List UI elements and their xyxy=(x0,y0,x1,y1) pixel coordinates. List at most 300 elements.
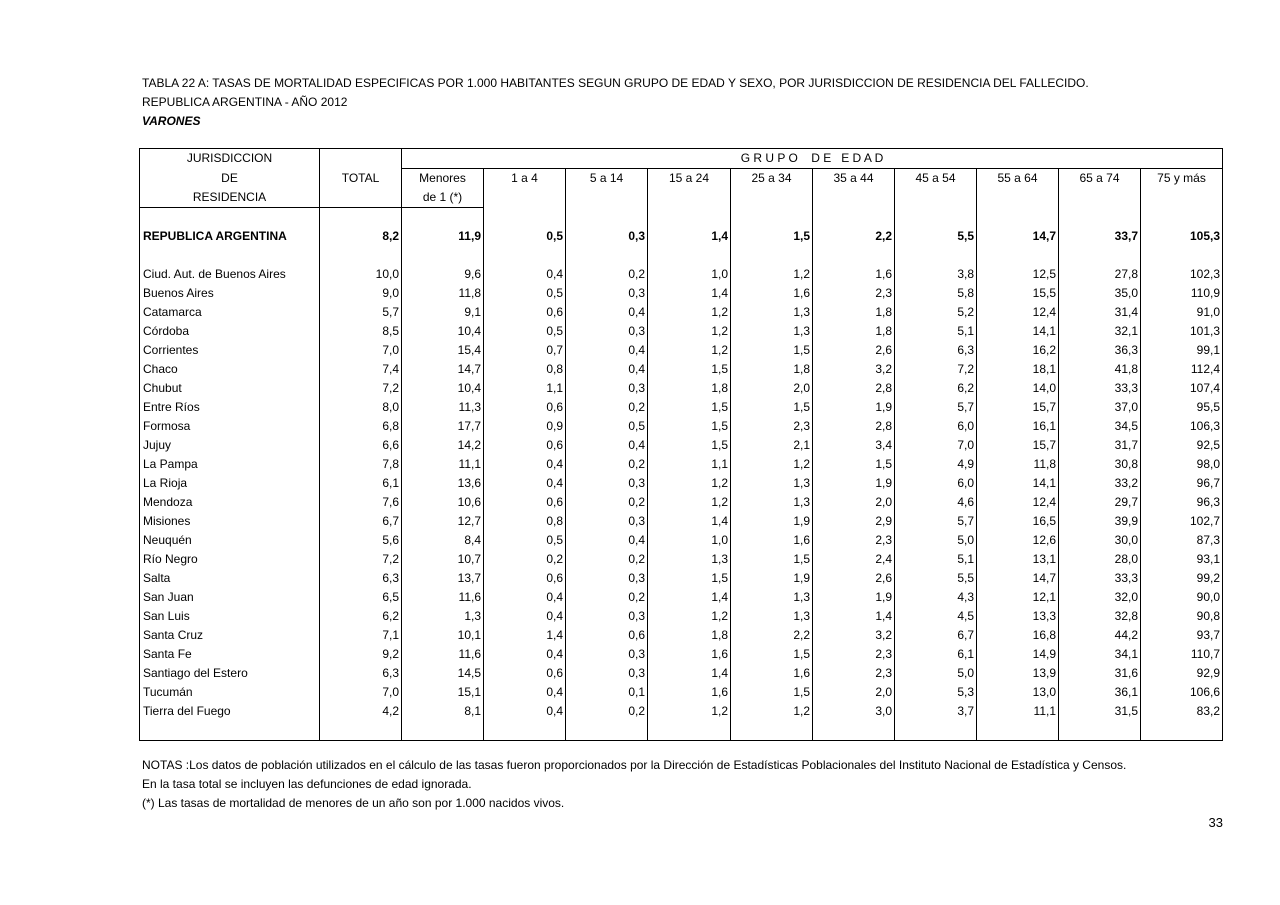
row-value-cell: 1,4 xyxy=(648,512,731,531)
table-row xyxy=(140,683,1223,702)
row-value-cell: 2,3 xyxy=(813,664,895,683)
notes-block xyxy=(142,756,1126,813)
row-value-cell: 1,5 xyxy=(731,341,813,360)
row-value-cell: 0,4 xyxy=(484,683,566,702)
row-value-cell: 99,1 xyxy=(1141,341,1223,360)
row-value-cell: 1,5 xyxy=(648,360,731,379)
row-value-cell: 44,2 xyxy=(1059,626,1141,645)
row-value-cell: 1,8 xyxy=(648,626,731,645)
row-value-cell: 16,1 xyxy=(977,417,1059,436)
row-value-cell: 7,2 xyxy=(895,360,977,379)
spacer-cell xyxy=(140,208,320,228)
row-value-cell: 1,3 xyxy=(402,607,484,626)
row-value-cell: 11,8 xyxy=(402,284,484,303)
row-value-cell: 1,5 xyxy=(731,683,813,702)
row-value-cell: 1,6 xyxy=(648,645,731,664)
row-value-cell: 6,1 xyxy=(320,474,402,493)
row-value-cell: 6,6 xyxy=(320,436,402,455)
row-jurisdiction-name: Córdoba xyxy=(140,322,320,341)
header-menores-line2: de 1 (*) xyxy=(402,188,484,208)
row-jurisdiction-name: Chaco xyxy=(140,360,320,379)
row-value-cell: 41,8 xyxy=(1059,360,1141,379)
row-jurisdiction-name: REPUBLICA ARGENTINA xyxy=(140,227,320,246)
row-value-cell: 106,3 xyxy=(1141,417,1223,436)
header-age-5-14: 5 a 14 xyxy=(566,169,648,208)
header-age-75-plus: 75 y más xyxy=(1141,169,1223,208)
spacer-cell xyxy=(977,208,1059,228)
table-row xyxy=(140,607,1223,626)
header-total-bottom xyxy=(320,188,402,208)
row-value-cell: 1,9 xyxy=(813,588,895,607)
spacer-cell xyxy=(484,246,566,265)
row-value-cell: 5,5 xyxy=(895,569,977,588)
row-value-cell: 2,9 xyxy=(813,512,895,531)
spacer-cell xyxy=(813,246,895,265)
row-value-cell: 11,6 xyxy=(402,588,484,607)
note-total: En la tasa total se incluyen las defunciones de edad ignorada. xyxy=(142,777,472,791)
table-row xyxy=(140,493,1223,512)
table-row xyxy=(140,284,1223,303)
header-total-top xyxy=(320,149,402,169)
header-age-35-44: 35 a 44 xyxy=(813,169,895,208)
row-jurisdiction-name: Misiones xyxy=(140,512,320,531)
row-value-cell: 0,4 xyxy=(484,588,566,607)
row-value-cell: 33,3 xyxy=(1059,379,1141,398)
row-value-cell: 6,3 xyxy=(320,664,402,683)
table-row xyxy=(140,474,1223,493)
row-value-cell: 0,8 xyxy=(484,360,566,379)
header-row-2 xyxy=(140,169,1223,189)
row-value-cell: 11,8 xyxy=(977,455,1059,474)
row-value-cell: 35,0 xyxy=(1059,284,1141,303)
row-value-cell: 29,7 xyxy=(1059,493,1141,512)
row-jurisdiction-name: Tucumán xyxy=(140,683,320,702)
row-value-cell: 1,6 xyxy=(731,664,813,683)
row-value-cell: 99,2 xyxy=(1141,569,1223,588)
spacer-cell xyxy=(1141,208,1223,228)
row-jurisdiction-name: Jujuy xyxy=(140,436,320,455)
row-jurisdiction-name: Salta xyxy=(140,569,320,588)
row-value-cell: 17,7 xyxy=(402,417,484,436)
row-value-cell: 1,0 xyxy=(648,265,731,284)
row-value-cell: 1,2 xyxy=(648,303,731,322)
row-value-cell: 6,0 xyxy=(895,417,977,436)
row-value-cell: 2,0 xyxy=(813,493,895,512)
row-value-cell: 5,1 xyxy=(895,550,977,569)
row-value-cell: 0,3 xyxy=(566,284,648,303)
row-value-cell: 0,2 xyxy=(566,455,648,474)
table-row xyxy=(140,398,1223,417)
table-subtitle-country-year: REPUBLICA ARGENTINA - AÑO 2012 xyxy=(142,95,348,109)
row-value-cell: 0,2 xyxy=(566,550,648,569)
row-value-cell: 6,7 xyxy=(895,626,977,645)
row-value-cell: 8,0 xyxy=(320,398,402,417)
row-value-cell: 5,0 xyxy=(895,531,977,550)
row-value-cell: 1,4 xyxy=(648,284,731,303)
title-block xyxy=(142,74,1089,131)
row-value-cell: 6,5 xyxy=(320,588,402,607)
row-value-cell: 1,9 xyxy=(813,398,895,417)
row-value-cell: 1,2 xyxy=(648,474,731,493)
row-value-cell: 6,8 xyxy=(320,417,402,436)
row-jurisdiction-name: San Juan xyxy=(140,588,320,607)
row-value-cell: 5,2 xyxy=(895,303,977,322)
row-value-cell: 14,1 xyxy=(977,474,1059,493)
row-value-cell: 0,4 xyxy=(484,474,566,493)
spacer-cell xyxy=(731,208,813,228)
row-value-cell: 14,9 xyxy=(977,645,1059,664)
row-value-cell: 14,0 xyxy=(977,379,1059,398)
row-value-cell: 7,6 xyxy=(320,493,402,512)
row-value-cell: 0,4 xyxy=(484,455,566,474)
row-value-cell: 33,3 xyxy=(1059,569,1141,588)
row-value-cell: 0,4 xyxy=(566,436,648,455)
row-value-cell: 10,4 xyxy=(402,379,484,398)
row-value-cell: 32,0 xyxy=(1059,588,1141,607)
row-value-cell: 5,3 xyxy=(895,683,977,702)
row-value-cell: 14,7 xyxy=(402,360,484,379)
row-value-cell: 7,1 xyxy=(320,626,402,645)
row-value-cell: 1,8 xyxy=(813,322,895,341)
spacer-row xyxy=(140,208,1223,228)
row-value-cell: 36,1 xyxy=(1059,683,1141,702)
row-value-cell: 1,5 xyxy=(731,398,813,417)
row-value-cell: 34,5 xyxy=(1059,417,1141,436)
row-value-cell: 1,3 xyxy=(731,474,813,493)
row-value-cell: 2,0 xyxy=(813,683,895,702)
row-value-cell: 3,4 xyxy=(813,436,895,455)
row-value-cell: 0,5 xyxy=(484,227,566,246)
row-value-cell: 6,1 xyxy=(895,645,977,664)
row-value-cell: 13,6 xyxy=(402,474,484,493)
row-value-cell: 1,5 xyxy=(731,645,813,664)
row-value-cell: 0,8 xyxy=(484,512,566,531)
row-value-cell: 9,6 xyxy=(402,265,484,284)
table-row xyxy=(140,303,1223,322)
row-value-cell: 39,9 xyxy=(1059,512,1141,531)
row-value-cell: 0,3 xyxy=(566,645,648,664)
row-value-cell: 8,2 xyxy=(320,227,402,246)
row-value-cell: 92,5 xyxy=(1141,436,1223,455)
spacer-cell xyxy=(1141,246,1223,265)
row-value-cell: 2,4 xyxy=(813,550,895,569)
row-value-cell: 0,5 xyxy=(484,322,566,341)
row-value-cell: 1,4 xyxy=(648,227,731,246)
header-age-25-34: 25 a 34 xyxy=(731,169,813,208)
row-value-cell: 0,5 xyxy=(484,531,566,550)
row-value-cell: 2,8 xyxy=(813,379,895,398)
row-value-cell: 0,2 xyxy=(566,493,648,512)
row-value-cell: 0,2 xyxy=(566,398,648,417)
spacer-cell xyxy=(648,246,731,265)
row-value-cell: 15,4 xyxy=(402,341,484,360)
row-value-cell: 0,4 xyxy=(566,360,648,379)
row-value-cell: 8,1 xyxy=(402,702,484,721)
row-jurisdiction-name: Catamarca xyxy=(140,303,320,322)
row-value-cell: 14,2 xyxy=(402,436,484,455)
row-value-cell: 2,3 xyxy=(813,284,895,303)
row-value-cell: 0,3 xyxy=(566,664,648,683)
spacer-cell xyxy=(140,721,320,741)
spacer-cell xyxy=(813,208,895,228)
row-value-cell: 5,0 xyxy=(895,664,977,683)
row-value-cell: 36,3 xyxy=(1059,341,1141,360)
row-jurisdiction-name: Buenos Aires xyxy=(140,284,320,303)
row-value-cell: 31,5 xyxy=(1059,702,1141,721)
row-value-cell: 3,0 xyxy=(813,702,895,721)
row-value-cell: 1,9 xyxy=(731,512,813,531)
spacer-cell xyxy=(566,246,648,265)
table-row xyxy=(140,550,1223,569)
table-row xyxy=(140,455,1223,474)
note-source: NOTAS :Los datos de población utilizados en el cálculo de las tasas fueron proporcionados por la Dirección de Estadísticas Poblacionales del Instituto Nacional de Estadística y Censos. xyxy=(142,758,1127,772)
row-value-cell: 10,7 xyxy=(402,550,484,569)
row-value-cell: 0,6 xyxy=(484,303,566,322)
row-value-cell: 1,8 xyxy=(648,379,731,398)
row-value-cell: 1,5 xyxy=(648,398,731,417)
row-jurisdiction-name: Santa Cruz xyxy=(140,626,320,645)
row-value-cell: 8,4 xyxy=(402,531,484,550)
row-value-cell: 1,9 xyxy=(813,474,895,493)
row-value-cell: 14,7 xyxy=(977,569,1059,588)
row-value-cell: 93,7 xyxy=(1141,626,1223,645)
row-value-cell: 5,7 xyxy=(895,512,977,531)
row-value-cell: 0,6 xyxy=(484,436,566,455)
row-value-cell: 3,2 xyxy=(813,626,895,645)
row-value-cell: 1,2 xyxy=(648,702,731,721)
spacer-cell xyxy=(977,721,1059,741)
row-value-cell: 6,7 xyxy=(320,512,402,531)
header-jurisdiccion-line2: DE xyxy=(140,169,320,189)
row-value-cell: 13,1 xyxy=(977,550,1059,569)
spacer-cell xyxy=(320,246,402,265)
row-value-cell: 5,7 xyxy=(320,303,402,322)
row-jurisdiction-name: Entre Ríos xyxy=(140,398,320,417)
row-value-cell: 0,6 xyxy=(484,398,566,417)
row-jurisdiction-name: Mendoza xyxy=(140,493,320,512)
row-value-cell: 83,2 xyxy=(1141,702,1223,721)
spacer-cell xyxy=(320,721,402,741)
row-value-cell: 12,4 xyxy=(977,493,1059,512)
row-value-cell: 1,5 xyxy=(648,569,731,588)
row-value-cell: 15,5 xyxy=(977,284,1059,303)
row-value-cell: 16,2 xyxy=(977,341,1059,360)
row-value-cell: 1,1 xyxy=(648,455,731,474)
row-value-cell: 9,2 xyxy=(320,645,402,664)
row-value-cell: 31,4 xyxy=(1059,303,1141,322)
row-value-cell: 1,4 xyxy=(648,664,731,683)
row-value-cell: 2,2 xyxy=(731,626,813,645)
table-row xyxy=(140,588,1223,607)
row-value-cell: 92,9 xyxy=(1141,664,1223,683)
row-value-cell: 37,0 xyxy=(1059,398,1141,417)
row-value-cell: 1,3 xyxy=(731,303,813,322)
row-value-cell: 10,4 xyxy=(402,322,484,341)
row-value-cell: 5,8 xyxy=(895,284,977,303)
row-value-cell: 0,5 xyxy=(484,284,566,303)
spacer-cell xyxy=(1059,246,1141,265)
row-value-cell: 1,3 xyxy=(731,588,813,607)
header-age-15-24: 15 a 24 xyxy=(648,169,731,208)
row-value-cell: 112,4 xyxy=(1141,360,1223,379)
row-value-cell: 0,2 xyxy=(484,550,566,569)
row-jurisdiction-name: Corrientes xyxy=(140,341,320,360)
row-value-cell: 15,7 xyxy=(977,436,1059,455)
row-value-cell: 9,1 xyxy=(402,303,484,322)
row-jurisdiction-name: Formosa xyxy=(140,417,320,436)
row-value-cell: 34,1 xyxy=(1059,645,1141,664)
row-value-cell: 18,1 xyxy=(977,360,1059,379)
row-value-cell: 106,6 xyxy=(1141,683,1223,702)
row-value-cell: 4,2 xyxy=(320,702,402,721)
page-number: 33 xyxy=(1208,815,1223,830)
row-value-cell: 2,3 xyxy=(813,531,895,550)
row-value-cell: 31,7 xyxy=(1059,436,1141,455)
row-value-cell: 1,3 xyxy=(648,550,731,569)
row-value-cell: 0,3 xyxy=(566,227,648,246)
row-value-cell: 4,5 xyxy=(895,607,977,626)
row-value-cell: 28,0 xyxy=(1059,550,1141,569)
row-value-cell: 0,4 xyxy=(566,341,648,360)
row-value-cell: 2,6 xyxy=(813,569,895,588)
row-value-cell: 0,3 xyxy=(566,569,648,588)
row-value-cell: 1,5 xyxy=(648,436,731,455)
row-value-cell: 8,5 xyxy=(320,322,402,341)
table-row xyxy=(140,531,1223,550)
spacer-cell xyxy=(895,721,977,741)
row-value-cell: 1,6 xyxy=(648,683,731,702)
row-value-cell: 5,6 xyxy=(320,531,402,550)
header-row-1 xyxy=(140,149,1223,169)
row-value-cell: 0,2 xyxy=(566,588,648,607)
row-value-cell: 1,4 xyxy=(648,588,731,607)
row-jurisdiction-name: La Rioja xyxy=(140,474,320,493)
row-value-cell: 1,2 xyxy=(648,607,731,626)
row-value-cell: 5,5 xyxy=(895,227,977,246)
row-value-cell: 93,1 xyxy=(1141,550,1223,569)
row-jurisdiction-name: Ciud. Aut. de Buenos Aires xyxy=(140,265,320,284)
row-value-cell: 4,6 xyxy=(895,493,977,512)
row-value-cell: 0,9 xyxy=(484,417,566,436)
row-value-cell: 1,1 xyxy=(484,379,566,398)
header-menores-line1: Menores xyxy=(402,169,484,189)
spacer-row xyxy=(140,246,1223,265)
row-value-cell: 1,2 xyxy=(731,455,813,474)
row-value-cell: 96,7 xyxy=(1141,474,1223,493)
spacer-row xyxy=(140,721,1223,741)
table-row xyxy=(140,626,1223,645)
row-value-cell: 1,8 xyxy=(813,303,895,322)
row-value-cell: 0,2 xyxy=(566,702,648,721)
row-value-cell: 1,5 xyxy=(648,417,731,436)
row-value-cell: 6,2 xyxy=(895,379,977,398)
row-jurisdiction-name: La Pampa xyxy=(140,455,320,474)
row-value-cell: 1,0 xyxy=(648,531,731,550)
row-value-cell: 27,8 xyxy=(1059,265,1141,284)
row-value-cell: 1,2 xyxy=(648,322,731,341)
row-value-cell: 6,3 xyxy=(895,341,977,360)
row-value-cell: 107,4 xyxy=(1141,379,1223,398)
header-total: TOTAL xyxy=(320,169,402,189)
row-value-cell: 15,7 xyxy=(977,398,1059,417)
row-value-cell: 9,0 xyxy=(320,284,402,303)
row-value-cell: 7,4 xyxy=(320,360,402,379)
row-value-cell: 90,8 xyxy=(1141,607,1223,626)
row-jurisdiction-name: Chubut xyxy=(140,379,320,398)
row-value-cell: 0,3 xyxy=(566,379,648,398)
row-value-cell: 1,2 xyxy=(731,702,813,721)
row-value-cell: 32,1 xyxy=(1059,322,1141,341)
spacer-cell xyxy=(402,208,484,228)
row-value-cell: 2,8 xyxy=(813,417,895,436)
row-value-cell: 13,3 xyxy=(977,607,1059,626)
row-value-cell: 4,3 xyxy=(895,588,977,607)
row-value-cell: 95,5 xyxy=(1141,398,1223,417)
header-age-1-4: 1 a 4 xyxy=(484,169,566,208)
row-value-cell: 15,1 xyxy=(402,683,484,702)
row-value-cell: 1,4 xyxy=(484,626,566,645)
row-value-cell: 102,7 xyxy=(1141,512,1223,531)
row-jurisdiction-name: San Luis xyxy=(140,607,320,626)
row-value-cell: 11,3 xyxy=(402,398,484,417)
row-value-cell: 5,7 xyxy=(895,398,977,417)
table-row xyxy=(140,664,1223,683)
row-value-cell: 0,2 xyxy=(566,265,648,284)
spacer-cell xyxy=(402,721,484,741)
row-value-cell: 91,0 xyxy=(1141,303,1223,322)
row-value-cell: 6,2 xyxy=(320,607,402,626)
table-row xyxy=(140,436,1223,455)
row-value-cell: 101,3 xyxy=(1141,322,1223,341)
row-value-cell: 13,9 xyxy=(977,664,1059,683)
spacer-cell xyxy=(895,208,977,228)
row-value-cell: 110,7 xyxy=(1141,645,1223,664)
row-value-cell: 110,9 xyxy=(1141,284,1223,303)
row-value-cell: 0,4 xyxy=(566,531,648,550)
header-age-45-54: 45 a 54 xyxy=(895,169,977,208)
row-value-cell: 30,0 xyxy=(1059,531,1141,550)
spacer-cell xyxy=(648,721,731,741)
row-value-cell: 11,1 xyxy=(402,455,484,474)
spacer-cell xyxy=(566,721,648,741)
row-value-cell: 96,3 xyxy=(1141,493,1223,512)
national-row xyxy=(140,227,1223,246)
row-value-cell: 12,1 xyxy=(977,588,1059,607)
row-value-cell: 2,0 xyxy=(731,379,813,398)
header-grupo-de-edad: G R U P O D E E D A D xyxy=(402,149,1223,169)
row-value-cell: 7,0 xyxy=(895,436,977,455)
spacer-cell xyxy=(1141,721,1223,741)
row-value-cell: 1,3 xyxy=(731,607,813,626)
row-value-cell: 11,9 xyxy=(402,227,484,246)
row-value-cell: 98,0 xyxy=(1141,455,1223,474)
row-jurisdiction-name: Santiago del Estero xyxy=(140,664,320,683)
row-value-cell: 1,9 xyxy=(731,569,813,588)
header-jurisdiccion-line1: JURISDICCION xyxy=(140,149,320,169)
row-jurisdiction-name: Neuquén xyxy=(140,531,320,550)
row-value-cell: 0,6 xyxy=(566,626,648,645)
mortality-rate-table xyxy=(139,148,1223,741)
table-row xyxy=(140,512,1223,531)
table-row xyxy=(140,360,1223,379)
row-value-cell: 0,4 xyxy=(484,265,566,284)
row-value-cell: 0,6 xyxy=(484,569,566,588)
row-value-cell: 3,8 xyxy=(895,265,977,284)
table-row xyxy=(140,379,1223,398)
row-value-cell: 1,4 xyxy=(813,607,895,626)
table-row xyxy=(140,645,1223,664)
row-value-cell: 11,1 xyxy=(977,702,1059,721)
